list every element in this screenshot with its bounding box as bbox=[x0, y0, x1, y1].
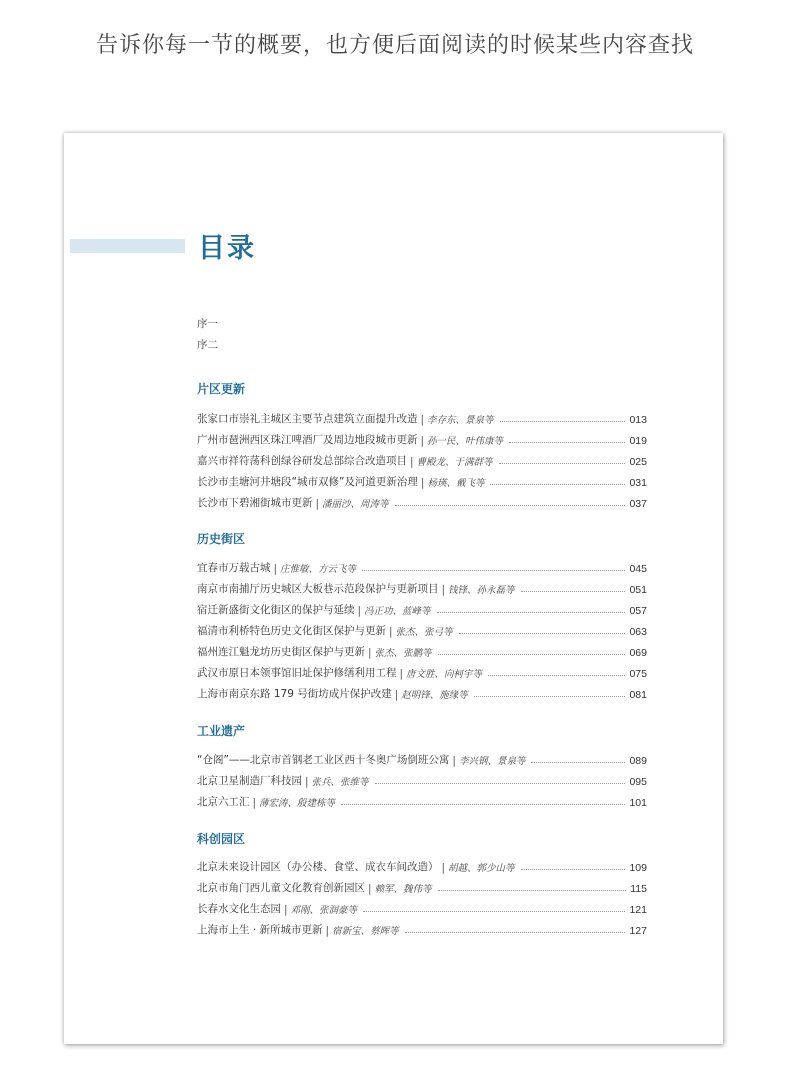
entry-authors: 杨瑛、戴飞等 bbox=[427, 478, 485, 489]
toc-entry[interactable] bbox=[197, 561, 647, 575]
separator: | bbox=[273, 563, 278, 575]
entry-authors: 张杰、张弓等 bbox=[395, 627, 453, 638]
toc-entry[interactable] bbox=[197, 902, 647, 916]
toc-entry[interactable] bbox=[197, 666, 647, 680]
toc-entry[interactable] bbox=[197, 923, 647, 937]
entry-authors: 张兵、张维等 bbox=[311, 777, 369, 788]
dot-leader bbox=[437, 612, 626, 613]
dot-leader bbox=[500, 421, 626, 422]
dot-leader bbox=[395, 505, 626, 506]
entry-title: 武汉市原日本领事馆旧址保护修缮利用工程 bbox=[197, 667, 397, 679]
entry-page: 075 bbox=[629, 668, 647, 680]
toc-entry[interactable] bbox=[197, 795, 647, 809]
entry-page: 101 bbox=[629, 797, 647, 809]
entry-page: 045 bbox=[629, 563, 647, 575]
entry-title: 上海市上生 · 新所城市更新 bbox=[197, 924, 323, 936]
dot-leader bbox=[405, 932, 626, 933]
dot-leader bbox=[438, 654, 626, 655]
entry-authors: 赖军、魏伟等 bbox=[374, 884, 432, 895]
toc-entry[interactable] bbox=[197, 433, 647, 447]
separator: | bbox=[368, 647, 372, 659]
entry-title: 宿迁新盛街文化街区的保护与延续 bbox=[197, 604, 355, 616]
entry-page: 031 bbox=[629, 477, 647, 489]
entry-page: 013 bbox=[629, 414, 647, 426]
entry-title: 福清市利桥特色历史文化街区保护与更新 bbox=[197, 625, 386, 637]
entry-title: 上海市南京东路 179 号街坊成片保护改建 bbox=[197, 688, 392, 700]
entry-title: 长沙市下碧湘街城市更新 bbox=[197, 497, 313, 509]
separator: | bbox=[420, 435, 425, 447]
entry-authors: 潘丽沙、周涛等 bbox=[322, 499, 389, 510]
toc-entry[interactable] bbox=[197, 475, 647, 489]
entry-page: 025 bbox=[629, 456, 647, 468]
entry-title: 福州连江魁龙坊历史街区保护与更新 bbox=[197, 646, 365, 658]
separator: | bbox=[420, 414, 425, 426]
separator: | bbox=[252, 797, 257, 809]
toc-title: 目录 bbox=[198, 233, 256, 264]
toc-entry[interactable] bbox=[197, 582, 647, 596]
preface-1: 序一 bbox=[197, 318, 218, 330]
entry-page: 037 bbox=[629, 498, 647, 510]
entry-authors: 胡越、郭少山等 bbox=[448, 863, 515, 874]
entry-authors: 唐文胜、向柯宇等 bbox=[406, 669, 483, 680]
separator: | bbox=[305, 776, 309, 788]
toc-entry[interactable] bbox=[197, 603, 647, 617]
entry-authors: 张杰、张鹏等 bbox=[374, 648, 432, 659]
toc-entry[interactable] bbox=[197, 774, 647, 788]
toc-entry[interactable] bbox=[197, 454, 647, 468]
section-heading: 科创园区 bbox=[197, 832, 246, 846]
entry-title: 北京市角门西儿童文化教育创新园区 bbox=[197, 882, 365, 894]
entry-page: 057 bbox=[629, 605, 647, 617]
separator: | bbox=[389, 626, 393, 638]
entry-page: 019 bbox=[629, 435, 647, 447]
toc-entry[interactable] bbox=[197, 881, 647, 895]
entry-page: 121 bbox=[629, 904, 647, 916]
entry-authors: 宿新宝、蔡晖等 bbox=[332, 926, 399, 937]
separator: | bbox=[357, 605, 362, 617]
entry-authors: 庄惟敏、方云飞等 bbox=[280, 564, 357, 575]
dot-leader bbox=[363, 911, 625, 912]
dot-leader bbox=[499, 463, 626, 464]
entry-page: 063 bbox=[629, 626, 647, 638]
entry-title: 南京市南捕厅历史城区大板巷示范段保护与更新项目 bbox=[197, 583, 439, 595]
entry-authors: 钱锋、孙永磊等 bbox=[448, 585, 515, 596]
entry-authors: 李兴钢、景泉等 bbox=[458, 756, 526, 767]
entry-authors: 李存东、景泉等 bbox=[427, 415, 494, 426]
section-heading: 片区更新 bbox=[197, 382, 246, 396]
entry-page: 127 bbox=[629, 925, 647, 937]
caption: 告诉你每一节的概要，也方便后面阅读的时候某些内容查找 bbox=[95, 33, 694, 58]
entry-title: 广州市琶洲西区珠江啤酒厂及周边地段城市更新 bbox=[197, 434, 418, 446]
toc-entry[interactable] bbox=[197, 687, 647, 701]
entry-title: 长沙市圭塘河井塘段“城市双修”及河道更新治理 bbox=[197, 476, 418, 488]
separator: | bbox=[410, 456, 414, 468]
section-heading: 工业遗产 bbox=[197, 724, 246, 738]
entry-title: 嘉兴市祥符荡科创绿谷研发总部综合改造项目 bbox=[197, 455, 407, 467]
toc-entry[interactable] bbox=[197, 412, 647, 426]
dot-leader bbox=[509, 442, 625, 443]
separator: | bbox=[368, 883, 372, 895]
separator: | bbox=[441, 584, 446, 596]
dot-leader bbox=[521, 591, 626, 592]
separator: | bbox=[441, 862, 446, 874]
entry-authors: 孙一民、叶伟康等 bbox=[427, 436, 504, 447]
dot-leader bbox=[521, 869, 626, 870]
toc-entry[interactable] bbox=[197, 860, 647, 874]
preface-2: 序二 bbox=[197, 339, 218, 351]
entry-authors: 邓刚、张润豪等 bbox=[290, 905, 358, 916]
toc-entry[interactable] bbox=[197, 645, 647, 659]
separator: | bbox=[452, 755, 456, 767]
entry-title: “仓阁”——北京市首钢老工业区西十冬奥广场倒班公寓 bbox=[197, 754, 450, 766]
entry-title: 北京六工汇 bbox=[197, 796, 250, 808]
entry-authors: 赵明锋、施缘等 bbox=[401, 690, 468, 701]
entry-authors: 薄宏涛、殷建栋等 bbox=[259, 798, 336, 809]
dot-leader bbox=[438, 890, 627, 891]
toc-page bbox=[64, 133, 723, 1044]
entry-page: 069 bbox=[629, 647, 647, 659]
entry-page: 089 bbox=[629, 755, 647, 767]
toc-entry[interactable] bbox=[197, 753, 647, 767]
entry-page: 051 bbox=[629, 584, 647, 596]
entry-page: 109 bbox=[629, 862, 647, 874]
title-accent-bar bbox=[70, 239, 185, 253]
separator: | bbox=[284, 904, 288, 916]
dot-leader bbox=[490, 484, 625, 485]
toc-entry[interactable] bbox=[197, 624, 647, 638]
entry-title: 北京卫星制造厂科技园 bbox=[197, 775, 302, 787]
entry-authors: 曹殿龙、于满群等 bbox=[416, 457, 493, 468]
entry-title: 北京未来设计园区（办公楼、食堂、成衣车间改造） bbox=[197, 861, 439, 873]
dot-leader bbox=[341, 804, 625, 805]
dot-leader bbox=[531, 762, 625, 763]
dot-leader bbox=[474, 696, 626, 697]
entry-page: 115 bbox=[630, 883, 647, 895]
dot-leader bbox=[488, 675, 625, 676]
separator: | bbox=[420, 477, 425, 489]
entry-title: 长春水文化生态园 bbox=[197, 903, 281, 915]
entry-page: 095 bbox=[629, 776, 647, 788]
dot-leader bbox=[459, 633, 626, 634]
entry-title: 张家口市崇礼主城区主要节点建筑立面提升改造 bbox=[197, 413, 418, 425]
section-heading: 历史街区 bbox=[197, 532, 246, 546]
separator: | bbox=[399, 668, 404, 680]
entry-authors: 冯正功、蓝峰等 bbox=[364, 606, 431, 617]
separator: | bbox=[394, 689, 399, 701]
dot-leader bbox=[362, 570, 625, 571]
entry-title: 宜春市万载古城 bbox=[197, 562, 271, 574]
entry-page: 081 bbox=[629, 689, 647, 701]
separator: | bbox=[325, 925, 330, 937]
toc-entry[interactable] bbox=[197, 496, 647, 510]
separator: | bbox=[315, 498, 320, 510]
dot-leader bbox=[375, 783, 626, 784]
